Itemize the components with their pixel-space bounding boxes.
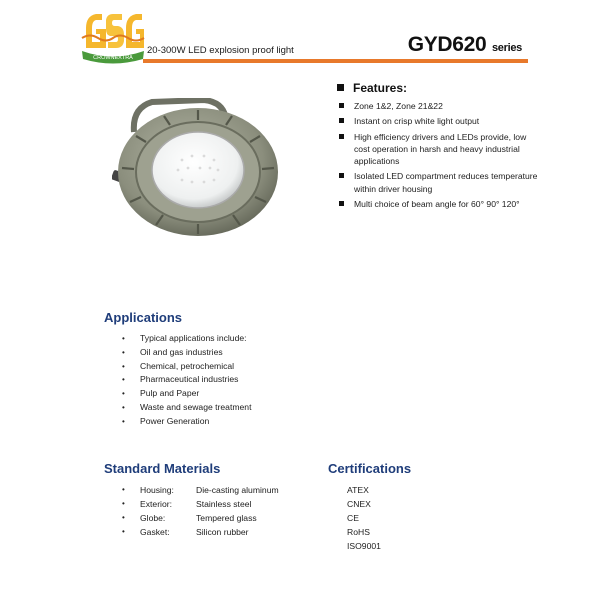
application-item xyxy=(122,373,251,387)
bullet-icon: • xyxy=(122,416,125,426)
certification-item: ATEX xyxy=(347,485,369,495)
feature-item xyxy=(338,170,538,195)
product-subtitle: 20-300W LED explosion proof light xyxy=(147,45,294,56)
product-image xyxy=(112,98,284,238)
applications-heading: Applications xyxy=(104,310,183,325)
model-title xyxy=(408,33,522,57)
application-item xyxy=(122,332,251,346)
bullet-icon: • xyxy=(122,513,125,522)
application-text: Waste and sewage treatment xyxy=(140,401,252,412)
feature-text: Isolated LED compartment reduces temperature within driver housing xyxy=(354,171,538,194)
application-item xyxy=(122,415,251,429)
header-divider xyxy=(143,59,528,63)
features-list xyxy=(338,100,538,213)
material-key: Exterior: xyxy=(140,499,172,509)
square-bullet-icon xyxy=(339,134,344,139)
bullet-icon: • xyxy=(122,389,125,399)
application-item xyxy=(122,346,251,360)
materials-heading: Standard Materials xyxy=(104,461,221,476)
feature-text: Zone 1&2, Zone 21&22 xyxy=(354,101,443,111)
application-text: Chemical, petrochemical xyxy=(140,360,235,371)
series-label: series xyxy=(491,42,522,54)
application-text: Pulp and Paper xyxy=(140,388,200,399)
certifications-list xyxy=(347,483,381,553)
bullet-icon: • xyxy=(122,334,125,343)
feature-item xyxy=(338,198,538,210)
feature-item xyxy=(338,100,538,112)
application-item xyxy=(122,401,251,415)
features-title: Features: xyxy=(353,81,408,95)
certifications-heading: Certifications xyxy=(328,461,412,476)
certification-item: CNEX xyxy=(347,499,371,509)
features-heading xyxy=(337,81,407,95)
feature-text: Multi choice of beam angle for 60° 90° 120° xyxy=(354,199,520,210)
bullet-icon: • xyxy=(122,361,125,371)
square-bullet-icon xyxy=(339,118,344,123)
certification-item: ISO9001 xyxy=(347,541,381,551)
application-text: Oil and gas industries xyxy=(140,346,223,357)
material-key: Globe: xyxy=(140,513,166,523)
bullet-icon: • xyxy=(122,485,125,494)
application-text: Power Generation xyxy=(140,415,210,426)
feature-item xyxy=(338,115,538,127)
application-text: Typical applications include: xyxy=(140,333,247,343)
bullet-icon: • xyxy=(122,499,125,508)
brand-logo xyxy=(80,8,146,64)
material-value: Tempered glass xyxy=(196,513,257,523)
applications-list xyxy=(122,332,251,429)
feature-item xyxy=(338,131,538,168)
feature-text: High efficiency drivers and LEDs provide, low cost operation in harsh and heavy industrial applications xyxy=(354,131,527,167)
certification-item: RoHS xyxy=(347,527,370,537)
application-item xyxy=(122,387,251,401)
square-bullet-icon xyxy=(339,201,344,206)
bullet-icon: • xyxy=(122,347,125,357)
application-item xyxy=(122,360,251,374)
bullet-icon: • xyxy=(122,375,125,385)
feature-text: Instant on crisp white light output xyxy=(354,116,480,127)
square-bullet-icon xyxy=(337,84,344,91)
square-bullet-icon xyxy=(339,103,344,108)
application-text: Pharmaceutical industries xyxy=(140,374,239,385)
bullet-icon: • xyxy=(122,527,125,536)
model-name: GYD620 xyxy=(407,33,487,56)
logo-text: CROWNEXTRA xyxy=(93,55,133,61)
bullet-icon: • xyxy=(122,402,125,412)
material-value: Die-casting aluminum xyxy=(196,485,279,495)
certification-item: CE xyxy=(347,513,359,523)
material-value: Stainless steel xyxy=(196,499,252,509)
material-key: Housing: xyxy=(140,485,174,495)
square-bullet-icon xyxy=(339,173,344,178)
material-value: Silicon rubber xyxy=(196,527,249,537)
material-key: Gasket: xyxy=(140,527,170,537)
